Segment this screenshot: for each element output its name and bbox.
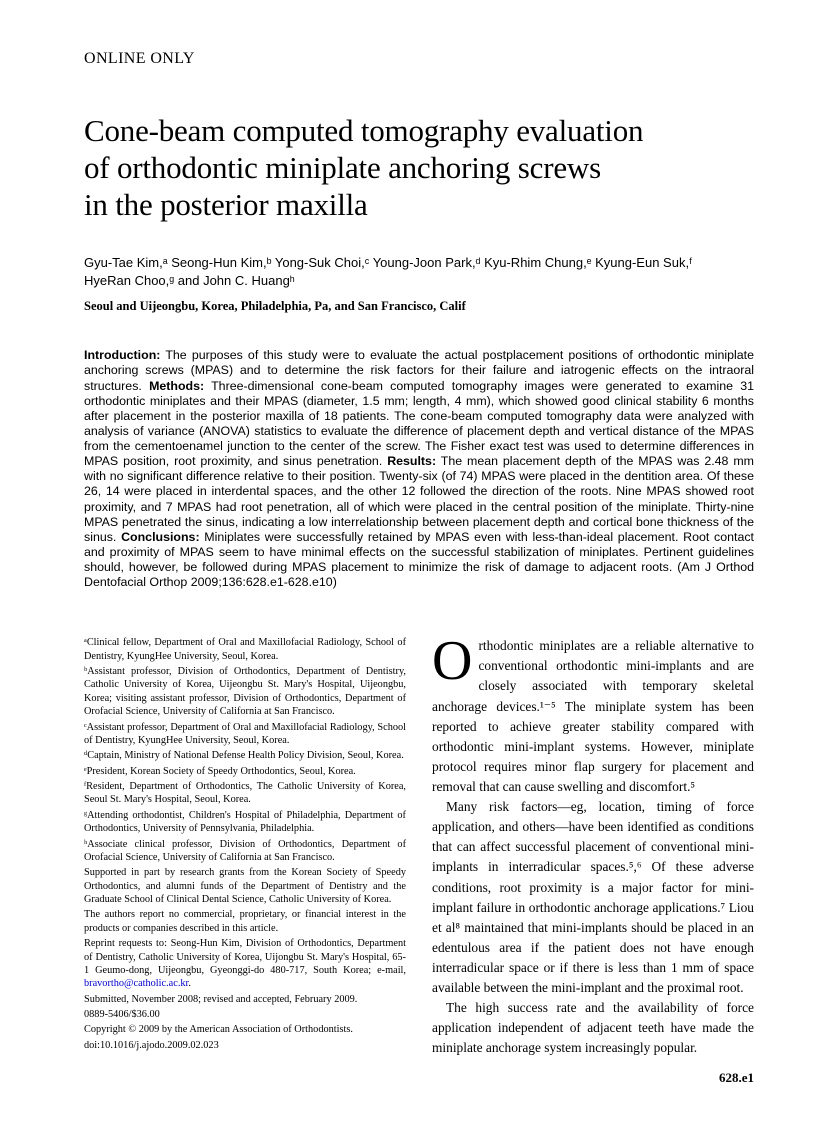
abstract: Introduction: The purposes of this study were to evaluate the actual postplacement positions of orthodontic miniplate anchoring screws (MPAS) and to determine the risk factors for their failure and iatrogenic effects on the intraoral structures. Methods: Three-dimensional cone-beam computed tomography images were generated to examine 31 orthodontic miniplates and their MPAS (diameter, 1.5 mm; length, 4 mm), which showed good clinical stability 6 months after placement in the posterior maxilla of 18 patients. The cone-beam computed tomography data were analyzed with analysis of variance (ANOVA) statistics to evaluate the difference of placement depth and vertical distance of the MPAS from the cementoenamel junction to the center of the screw. The Fisher exact test was used to determine differences in MPAS position, root proximity, and sinus penetration. Results: The mean placement depth of the MPAS was 2.48 mm with no significant difference relative to their position. Twenty-six (of 74) MPAS were placed in the dentition area. Of these 26, 14 were placed in interdental spaces, and the other 12 followed the direction of the roots. Nine MPAS showed root proximity, and 7 MPAS had root penetration, all of which were placed in the central position of the miniplate. Thirty-nine MPAS penetrated the sinus, indicating a low interrelationship between placement depth and cortical bone thickness of the sinus. Conclusions: Miniplates were successfully retained by MPAS even with less-than-ideal placement. Root contact and proximity of MPAS seem to have minimal effects on the successful stabilization of miniplates. Pertinent guidelines should, however, be followed during MPAS placement to minimize the risk of damage to adjacent roots. (Am J Orthod Dentofacial Orthop 2009;136:628.e1-628.e10) <box>84 348 754 590</box>
drop-cap: O <box>432 630 473 693</box>
publication-footnotes <box>84 993 406 1053</box>
body-paragraph: Many risk factors—eg, location, timing of force application, and others—have been identified as conditions that can affect successful placement of conventional mini-implants in interradicular spaces.⁵,⁶ Of these adverse conditions, root proximity is a major factor for mini-implant failure in orthodontic anchorage applications.⁷ Liou et al⁸ maintained that mini-implants should be placed in an edentulous area if the patient does not have enough interradicular space or if there is less than 1 mm of space available between the mini-implant and the proximal root. <box>432 799 754 996</box>
abstract-section-label: Conclusions: <box>121 529 200 544</box>
article-title-line: of orthodontic miniplate anchoring screws <box>84 150 601 186</box>
two-column-layout <box>84 630 754 1058</box>
body-paragraphs <box>432 797 754 1058</box>
body-paragraph: The high success rate and the availability of force application independent of adjacent teeth have made the miniplate anchorage system increasingly popular. <box>432 1000 754 1056</box>
article-title-line: Cone-beam computed tomography evaluation <box>84 113 644 148</box>
footnote: Submitted, November 2008; revised and accepted, February 2009. <box>84 993 358 1005</box>
online-only-label: ONLINE ONLY <box>84 50 195 67</box>
footnote: 0889-5406/$36.00 <box>84 1009 160 1020</box>
footnote: ᵉPresident, Korean Society of Speedy Orthodontics, Seoul, Korea. <box>84 765 356 777</box>
abstract-section-label: Methods: <box>149 378 205 393</box>
footnote: doi:10.1016/j.ajodo.2009.02.023 <box>84 1039 219 1051</box>
body-paragraph-first <box>432 630 754 797</box>
footnotes-column <box>84 636 406 1058</box>
authors-line <box>84 254 754 292</box>
footnote: Copyright © 2009 by the American Association of Orthodontists. <box>84 1024 353 1036</box>
footnote: ᵃClinical fellow, Department of Oral and Maxillofacial Radiology, School of Dentistry, KyungHee University, Seoul, Korea. <box>84 637 406 662</box>
article-title-line: in the posterior maxilla <box>84 187 368 223</box>
abstract-section-label: Introduction: <box>84 348 161 363</box>
reprint-footnote <box>84 937 406 991</box>
footnote: ᶠResident, Department of Orthodontics, The Catholic University of Korea, Seoul St. Mary's Hospital, Seoul, Korea. <box>84 781 406 806</box>
footnote: The authors report no commercial, proprietary, or financial interest in the products or companies described in this article. <box>84 909 406 934</box>
email-link[interactable]: bravortho@catholic.ac.kr <box>84 978 189 990</box>
authors-text: Gyu-Tae Kim,ᵃ Seong-Hun Kim,ᵇ Yong-Suk Choi,ᶜ Young-Joon Park,ᵈ Kyu-Rhim Chung,ᵉ Kyung-Eun Suk,ᶠ <box>84 254 693 270</box>
footnote: Supported in part by research grants from the Korean Society of Speedy Orthodontics, and alumni funds of the Department of Dentistry and the Graduate School of Clinical Dental Science, Catholic University of Korea. <box>84 867 406 905</box>
reprint-text: Reprint requests to: Seong-Hun Kim, Division of Orthodontics, Department of Dentistry, Catholic University of Korea, Uijongbu St. Mary's Hospital, 65-1 Geumo-dong, Uijeongbu, Gyeonggi-do 480-717, South Korea; e-mail, <box>84 938 406 976</box>
reprint-text-end: . <box>188 978 191 990</box>
body-paragraph-first-text: rthodontic miniplates are a reliable alternative to conventional orthodontic mini-implants and are closely associated with temporary skeletal anchorage devices.¹⁻⁵ The miniplate system has been reported to achieve greater stability compared with orthodontic mini-implant systems. However, miniplate protocol requires minor flap surgery for placement and removal that can cause swelling and discomfort.⁵ <box>432 638 754 795</box>
footnote: ᵇAssistant professor, Division of Orthodontics, Department of Dentistry, Catholic University of Korea, Uijeongbu St. Mary's Hospital, Uijeongbu, Korea; visiting assistant professor, Division of Orthodontics, Department of Orofacial Science, University of California at San Francisco. <box>84 666 406 718</box>
footnote: ʰAssociate clinical professor, Division of Orthodontics, Department of Orofacial Science, University of California at San Francisco. <box>84 838 406 863</box>
footnote: ᶜAssistant professor, Department of Oral and Maxillofacial Radiology, School of Dentistry, KyungHee University, Seoul, Korea. <box>84 721 406 746</box>
footnote: ᵍAttending orthodontist, Children's Hospital of Philadelphia, Department of Orthodontics, University of Pennsylvania, Philadelphia. <box>84 809 406 835</box>
affiliations-line: Seoul and Uijeongbu, Korea, Philadelphia, Pa, and San Francisco, Calif <box>84 299 466 314</box>
page-number: 628.e1 <box>718 1070 754 1085</box>
body-column <box>432 630 754 1058</box>
abstract-section-label: Results: <box>387 454 437 469</box>
footnote: ᵈCaptain, Ministry of National Defense Health Policy Division, Seoul, Korea. <box>84 750 404 762</box>
authors-text: HyeRan Choo,ᵍ and John C. Huangʰ <box>84 273 295 289</box>
article-title <box>84 112 754 224</box>
affiliation-footnotes <box>84 636 406 935</box>
